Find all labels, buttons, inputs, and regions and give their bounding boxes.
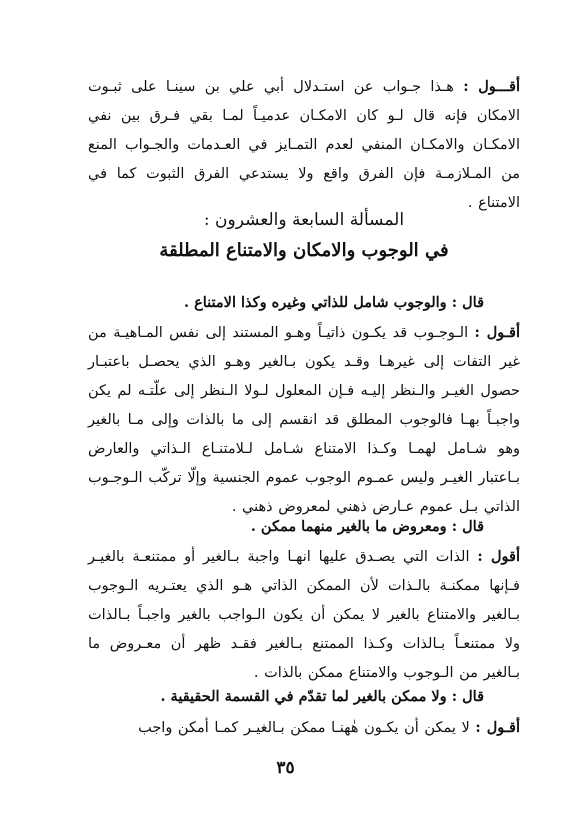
qala-statement-1: قال : والوجوب شامل للذاتي وغيره وكذا الامتناع .	[184, 294, 484, 311]
section-heading: المسألة السابعة والعشرون :	[203, 210, 405, 230]
paragraph-body: الـوجـوب قد يكـون ذاتيـاً وهـو المستند إلى نفس المـاهيـة من غير التفات إلى غيرهـا وقـد يكون بـالغير وهـو الذي يحصـل باعتبـار حصول الغيـر والـنظر إليـه فـإن المعلول لـولا الـنظر إلى علّتـه لم يكن واجبـاً بهـا فالوجوب المطلق قد انقسم إلى ما بالذات وإلى مـا بالغير وهو شـامل لهمـا وكـذا الامتناع شـامل لـلامتنـاع الـذاتي والعارض بـاعتبار الغيـر وليس عمـوم الوجوب عموم الجنسية وإلّا تركّب الـوجـوب الذاتي بـل عموم عـارض ذهني لمعروض ذهني .	[88, 325, 520, 515]
qala-statement-2: قال : ومعروض ما بالغير منهما ممكن .	[250, 518, 484, 535]
paragraph-1	[88, 72, 520, 218]
page-number: ٣٥	[276, 758, 295, 778]
paragraph-body: هـذا جـواب عن استـدلال أبي علي بن سينـا على ثبـوت الامكان فإنه قال لـو كان الامكـان عدميـاً لمـا بقي فـرق بين نفي الامكـان والامكـان المنفي لعدم التمـايز في العـدمات والجـواب المنع من المـلازمـة فإن الفرق واقع ولا يستدعي الفرق الثبوت كما في الامتناع .	[88, 79, 520, 211]
paragraph-lead: أقـــول :	[463, 78, 520, 95]
paragraph-lead: أقـول :	[475, 719, 520, 736]
paragraph-body: الذات التي يصـدق عليها انهـا واجبة بـالغير أو ممتنعـة بالغيـر فـإنها ممكنـة بالـذات لأن الممكن الذاتي هـو الذي يعتـريه الـوجوب بـالغير والامتناع بالغير لا يمكن أن يكون الـواجب بالغير واجبـاً بـالذات ولا ممتنعـاً بـالذات وكـذا الممتنع بـالغير فقـد ظهر أن معـروض ما بـالغير من الـوجوب والامتناع ممكن بالذات .	[88, 549, 520, 681]
paragraph-lead: أقول :	[477, 548, 520, 565]
paragraph-3	[88, 542, 520, 688]
section-subheading: في الوجوب والامكان والامتناع المطلقة	[159, 240, 449, 261]
paragraph-2	[88, 318, 520, 522]
paragraph-4	[88, 713, 520, 743]
qala-statement-3: قال : ولا ممكن بالغير لما تقدّم في القسمة الحقيقية .	[160, 688, 484, 705]
paragraph-body: لا يمكن أن يكـون هٰهنـا ممكن بـالغيـر كمـا أمكن واجب	[138, 720, 476, 736]
paragraph-lead: أقـول :	[474, 324, 520, 341]
